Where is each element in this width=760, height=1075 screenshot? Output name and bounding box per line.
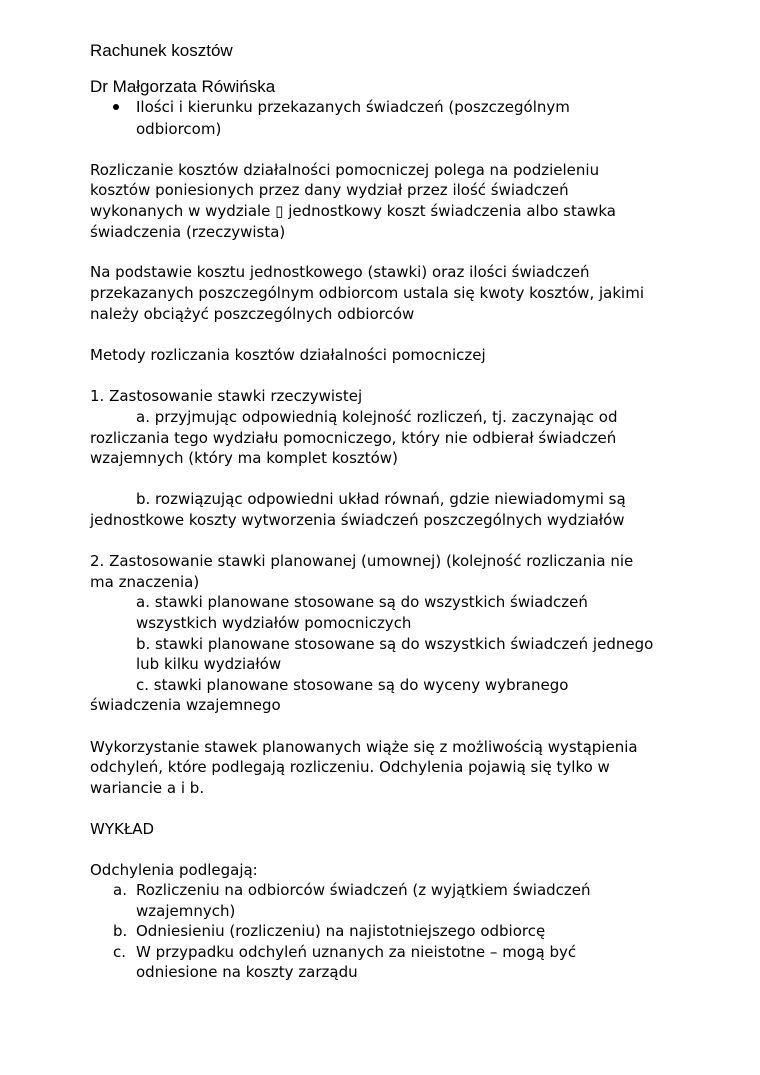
- paragraph-line: kosztów poniesionych przez dany wydział przez ilość świadczeń: [90, 181, 569, 199]
- list-item-line: Odniesieniu (rozliczeniu) na najistotniejszego odbiorcę: [136, 922, 546, 940]
- paragraph-line: Na podstawie kosztu jednostkowego (stawki) oraz ilości świadczeń: [90, 263, 590, 281]
- lecture-label: WYKŁAD: [90, 820, 155, 838]
- method-line: lub kilku wydziałów: [136, 655, 282, 673]
- method-line: b. rozwiązując odpowiedni układ równań, gdzie niewiadomymi są: [136, 490, 626, 508]
- methods-heading: Metody rozliczania kosztów działalności pomocniczej: [90, 346, 486, 364]
- list-marker: a.: [113, 881, 127, 899]
- paragraph-line: Wykorzystanie stawek planowanych wiąże się z możliwością wystąpienia: [90, 738, 638, 756]
- method-line: wszystkich wydziałów pomocniczych: [136, 614, 412, 632]
- paragraph-line: odchyleń, które podlegają rozliczeniu. Odchylenia pojawią się tylko w: [90, 758, 610, 776]
- bullet-icon: [113, 104, 119, 110]
- method-line: wzajemnych (który ma komplet kosztów): [90, 449, 398, 467]
- bullet-line: odbiorcom): [136, 120, 222, 138]
- method-line: a. stawki planowane stosowane są do wszystkich świadczeń: [136, 593, 588, 611]
- method-line: b. stawki planowane stosowane są do wszystkich świadczeń jednego: [136, 635, 654, 653]
- method-line: a. przyjmując odpowiednią kolejność rozliczeń, tj. zaczynając od: [136, 408, 618, 426]
- deviations-heading: Odchylenia podlegają:: [90, 861, 258, 879]
- method-title: ma znaczenia): [90, 573, 200, 591]
- paragraph-line: należy obciążyć poszczególnych odbiorców: [90, 305, 415, 323]
- list-item-line: W przypadku odchyleń uznanych za nieistotne – mogą być: [136, 943, 577, 961]
- list-marker: c.: [113, 943, 127, 961]
- paragraph-line: wykonanych w wydziale ▯ jednostkowy koszt świadczenia albo stawka: [90, 202, 616, 220]
- method-line: świadczenia wzajemnego: [90, 696, 281, 714]
- method-line: rozliczania tego wydziału pomocniczego, który nie odbierał świadczeń: [90, 429, 617, 447]
- method-title: 2. Zastosowanie stawki planowanej (umownej) (kolejność rozliczania nie: [90, 552, 634, 570]
- paragraph-line: świadczenia (rzeczywista): [90, 223, 286, 241]
- paragraph-line: Rozliczanie kosztów działalności pomocniczej polega na podzieleniu: [90, 161, 600, 179]
- list-marker: b.: [113, 922, 128, 940]
- method-title: 1. Zastosowanie stawki rzeczywistej: [90, 387, 363, 405]
- document-title: Rachunek kosztów: [90, 41, 233, 60]
- paragraph-line: przekazanych poszczególnym odbiorcom ustala się kwoty kosztów, jakimi: [90, 284, 644, 302]
- document-author: Dr Małgorzata Rówińska: [90, 77, 276, 96]
- method-line: jednostkowe koszty wytworzenia świadczeń poszczególnych wydziałów: [90, 511, 625, 529]
- list-item-line: odniesione na koszty zarządu: [136, 963, 358, 981]
- list-item-line: wzajemnych): [136, 902, 236, 920]
- paragraph-line: wariancie a i b.: [90, 779, 205, 797]
- list-item-line: Rozliczeniu na odbiorców świadczeń (z wyjątkiem świadczeń: [136, 881, 591, 899]
- method-line: c. stawki planowane stosowane są do wyceny wybranego: [136, 676, 569, 694]
- bullet-line: Ilości i kierunku przekazanych świadczeń (poszczególnym: [136, 98, 570, 116]
